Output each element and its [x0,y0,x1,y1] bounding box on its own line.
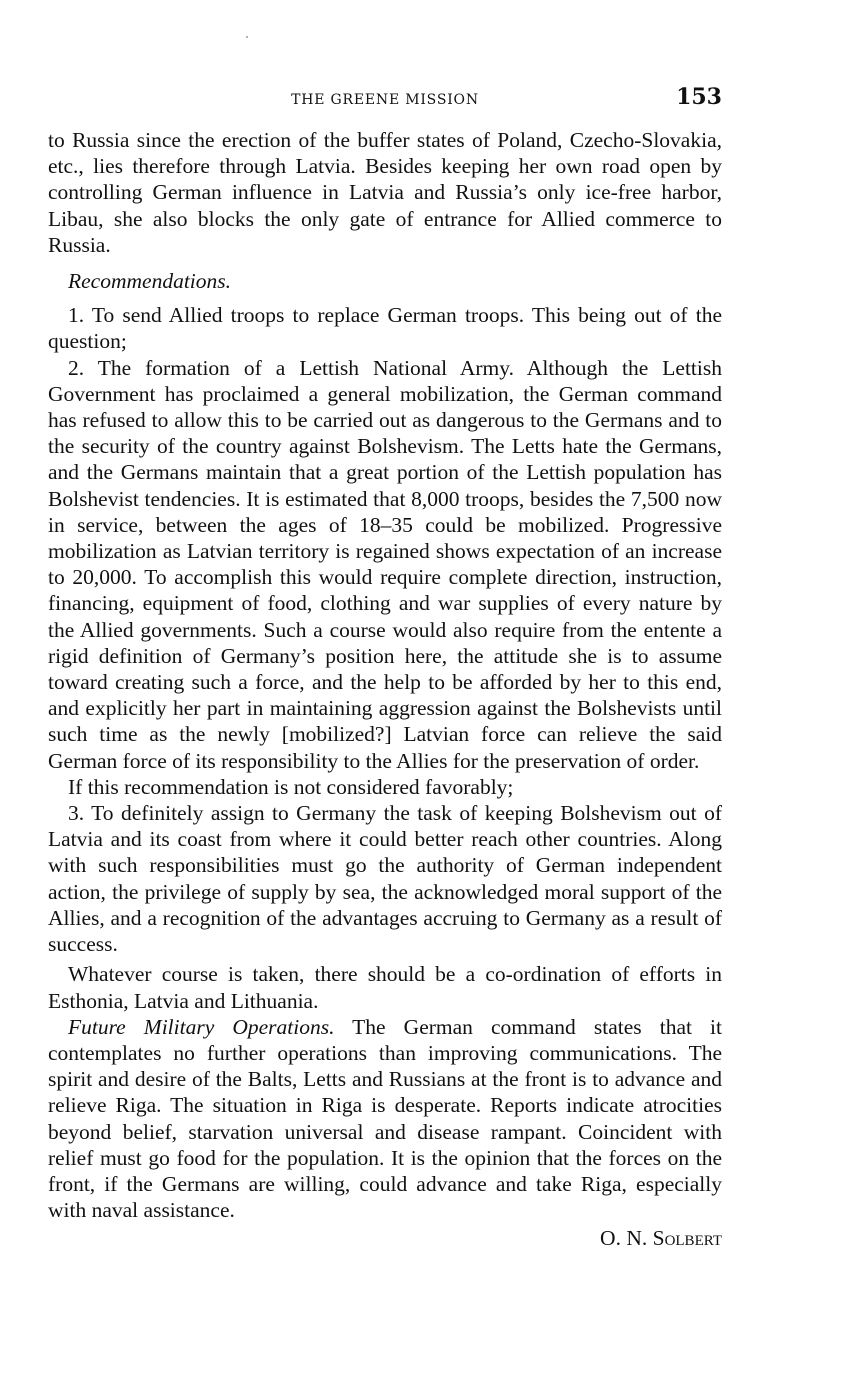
body-text [48,127,722,1252]
future-operations-heading: Future Military Operations. [68,1014,335,1039]
signature [48,1225,722,1251]
page-number: 153 [676,84,722,110]
recommendation-3: 3. To definitely assign to Germany the task of keeping Bolshevism out of Latvia and its coast from where it could better reach other countries. Along with such responsibilities must go the authority of German independent action, the privilege of supply by sea, the acknowledged moral support of the Allies, and a recognition of the advantages accruing to Germany as a result of success. [48,801,722,957]
section-heading-recommendations [48,268,722,294]
conditional-note: If this recommendation is not considered favorably; [68,774,514,799]
running-head: THE GREENE MISSION [291,92,479,108]
scan-speck [246,36,248,38]
future-operations-paragraph [48,1014,722,1224]
signature-surname: Solbert [652,1226,722,1251]
recommendation-1: 1. To send Allied troops to replace German troops. This being out of the question; [48,303,722,354]
recommendations-heading: Recommendations. [68,269,232,294]
signature-initials: O. N. [600,1226,648,1251]
future-operations-text: The German command states that it contemplates no further operations than improving communications. The spirit and desire of the Balts, Letts and Russians at the front is to advance and relieve Riga. The situation in Riga is desperate. Reports indicate atrocities beyond belief, starvation universal and disease rampant. Coincident with relief must go food for the population. It is the opinion that the forces on the front, if the Germans are willing, could advance and take Riga, especially with naval assistance. [48,1014,722,1223]
recommendation-2: 2. The formation of a Lettish National Army. Although the Lettish Government has proclaimed a general mobilization, the German command has refused to allow this to be carried out as dangerous to the Germans and to the security of the country against Bolshevism. The Letts hate the Germans, and the Germans maintain that a great portion of the Lettish population has Bolshevist tendencies. It is estimated that 8,000 troops, besides the 7,500 now in service, between the ages of 18–35 could be mobilized. Progressive mobilization as Latvian territory is regained shows expectation of an increase to 20,000. To accomplish this would require complete direction, instruction, financing, equipment of food, clothing and war supplies of every nature by the Allied governments. Such a course would also require from the entente a rigid definition of Germany’s position here, the attitude she is to assume toward creating such a force, and the help to be afforded by her to this end, and explicitly her part in maintaining aggression against the Bolshevists until such time as the newly [mobilized?] Latvian force can relieve the said German force of its responsibility to the Allies for the preservation of order. [48,355,722,773]
paragraph-continuation: to Russia since the erection of the buffer states of Poland, Czecho-Slovakia, etc., lies therefore through Latvia. Besides keeping her own road open by controlling German influence in Latvia and Russia’s only ice-free harbor, Libau, she also blocks the only gate of entrance for Allied commerce to Russia. [48,128,722,257]
coordination-paragraph: Whatever course is taken, there should be a co-ordination of efforts in Esthonia, Latvia and Lithuania. [48,962,722,1013]
page-header [48,84,722,116]
